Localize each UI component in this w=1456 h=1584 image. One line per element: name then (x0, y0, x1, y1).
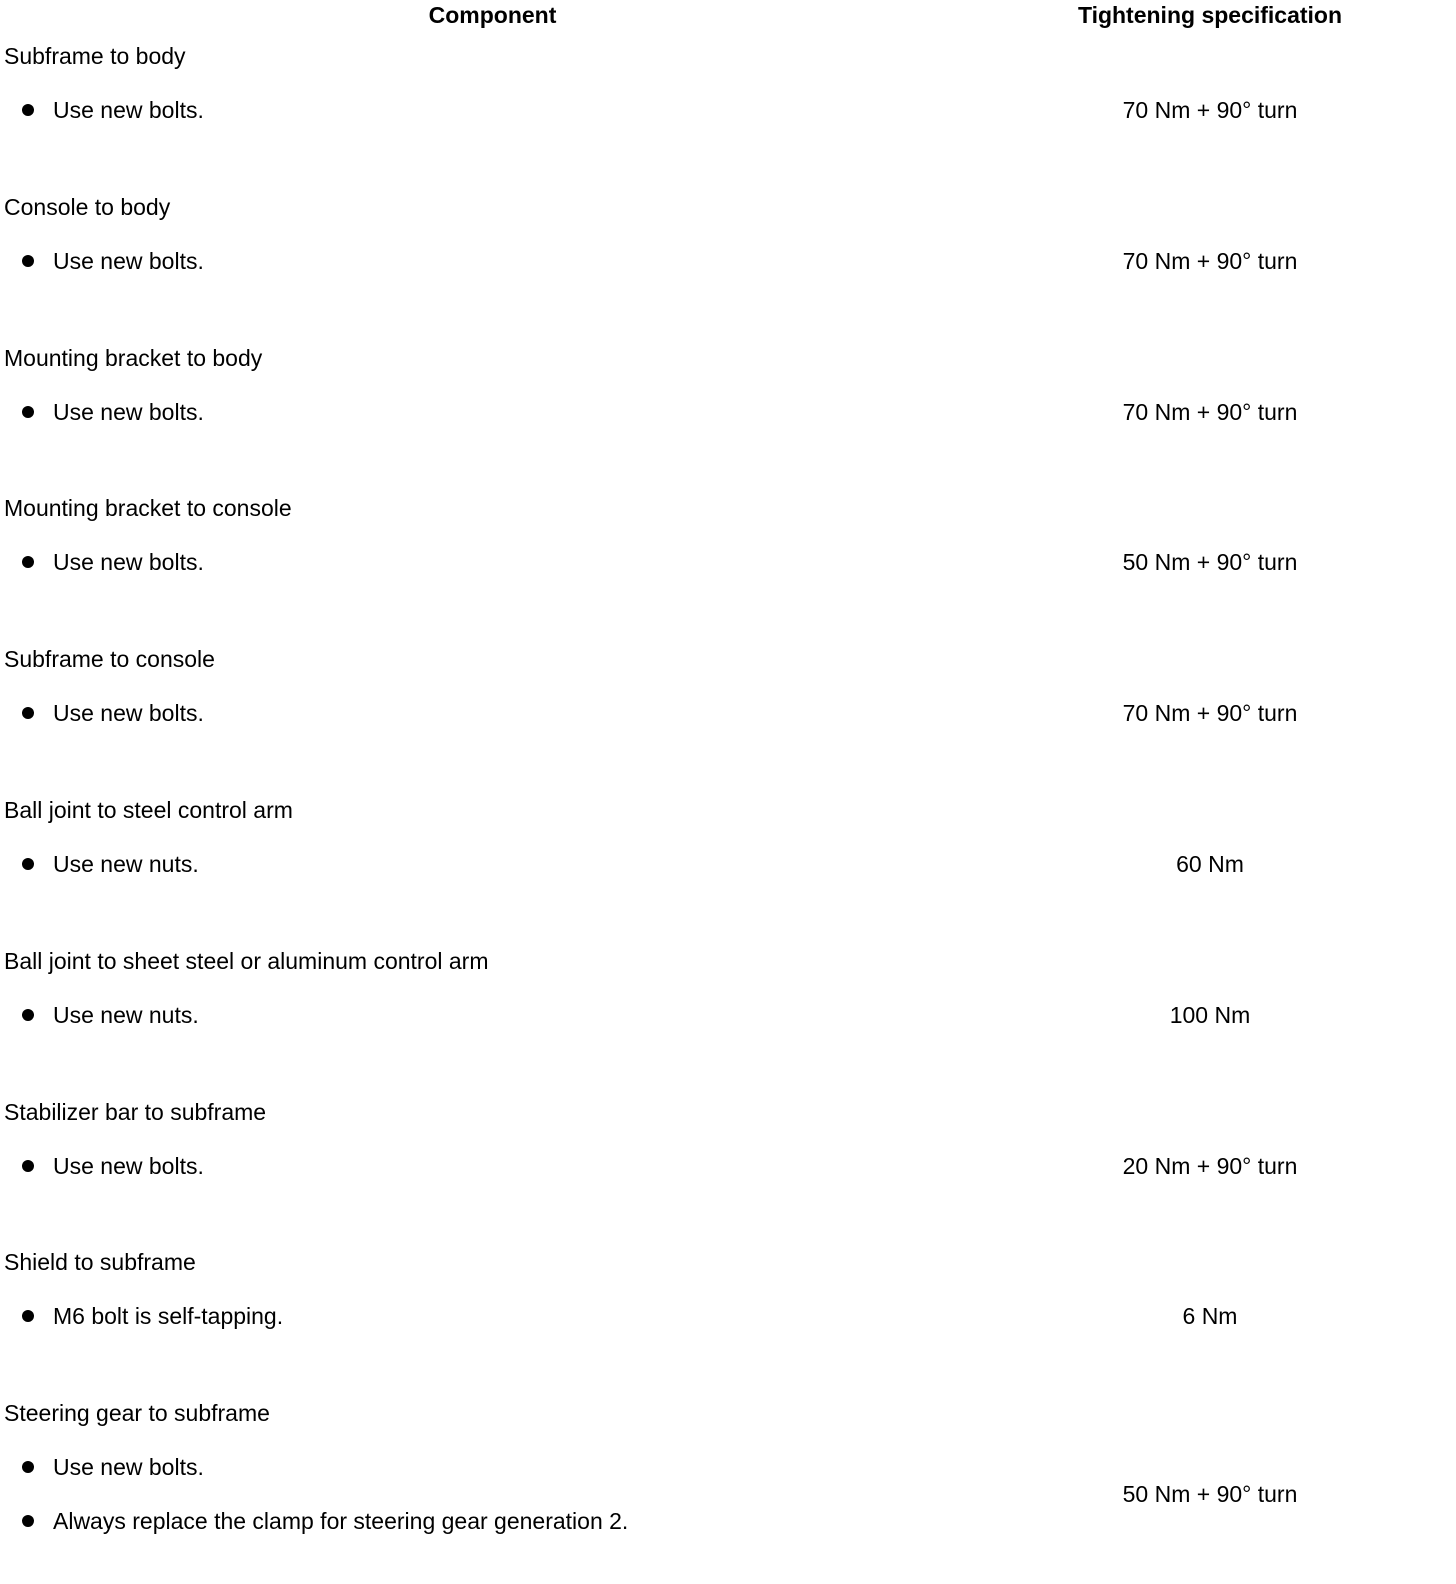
bullet-icon (22, 556, 34, 568)
note-text: M6 bolt is self-tapping. (53, 1303, 284, 1329)
tightening-spec: 50 Nm + 90° turn (1122, 549, 1298, 575)
note-text: Use new nuts. (53, 851, 199, 877)
table-row (0, 645, 1456, 795)
note-text: Use new bolts. (53, 1454, 204, 1480)
table-row (0, 1098, 1456, 1248)
table-row (0, 42, 1456, 192)
component-name: Ball joint to sheet steel or aluminum control arm (4, 948, 489, 974)
component-name: Stabilizer bar to subframe (4, 1099, 267, 1125)
bullet-icon (22, 406, 34, 418)
tightening-spec: 20 Nm + 90° turn (1122, 1153, 1298, 1179)
tightening-spec: 6 Nm (1182, 1303, 1238, 1329)
column-header-component: Component (428, 2, 557, 28)
table-row (0, 947, 1456, 1097)
bullet-icon (22, 1461, 34, 1473)
note-text: Use new bolts. (53, 700, 204, 726)
component-name: Console to body (4, 194, 171, 220)
note-text: Use new nuts. (53, 1002, 199, 1028)
component-name: Mounting bracket to body (4, 345, 263, 371)
bullet-icon (22, 858, 34, 870)
component-name: Steering gear to subframe (4, 1400, 270, 1426)
tightening-spec: 60 Nm (1176, 851, 1244, 877)
bullet-icon (22, 1009, 34, 1021)
tightening-spec: 50 Nm + 90° turn (1122, 1481, 1298, 1507)
table-row (0, 494, 1456, 644)
note-text: Use new bolts. (53, 248, 204, 274)
note-text: Use new bolts. (53, 97, 204, 123)
component-name: Mounting bracket to console (4, 495, 292, 521)
note-text: Always replace the clamp for steering gear generation 2. (53, 1508, 629, 1534)
column-header-specification: Tightening specification (1077, 2, 1343, 28)
component-name: Ball joint to steel control arm (4, 797, 293, 823)
bullet-icon (22, 1310, 34, 1322)
table-row (0, 344, 1456, 494)
tightening-spec: 70 Nm + 90° turn (1122, 700, 1298, 726)
table-row (0, 796, 1456, 946)
tightening-spec: 70 Nm + 90° turn (1122, 97, 1298, 123)
component-name: Shield to subframe (4, 1249, 196, 1275)
table-row (0, 193, 1456, 343)
table-header (0, 0, 1456, 30)
component-name: Subframe to body (4, 43, 186, 69)
bullet-icon (22, 104, 34, 116)
tightening-spec: 70 Nm + 90° turn (1122, 399, 1298, 425)
bullet-icon (22, 255, 34, 267)
bullet-icon (22, 1160, 34, 1172)
tightening-spec: 70 Nm + 90° turn (1122, 248, 1298, 274)
bullet-icon (22, 1515, 34, 1527)
table-row (0, 1399, 1456, 1549)
note-text: Use new bolts. (53, 1153, 204, 1179)
bullet-icon (22, 707, 34, 719)
note-text: Use new bolts. (53, 399, 204, 425)
table-row (0, 1248, 1456, 1398)
component-name: Subframe to console (4, 646, 215, 672)
tightening-spec: 100 Nm (1169, 1002, 1251, 1028)
note-text: Use new bolts. (53, 549, 204, 575)
